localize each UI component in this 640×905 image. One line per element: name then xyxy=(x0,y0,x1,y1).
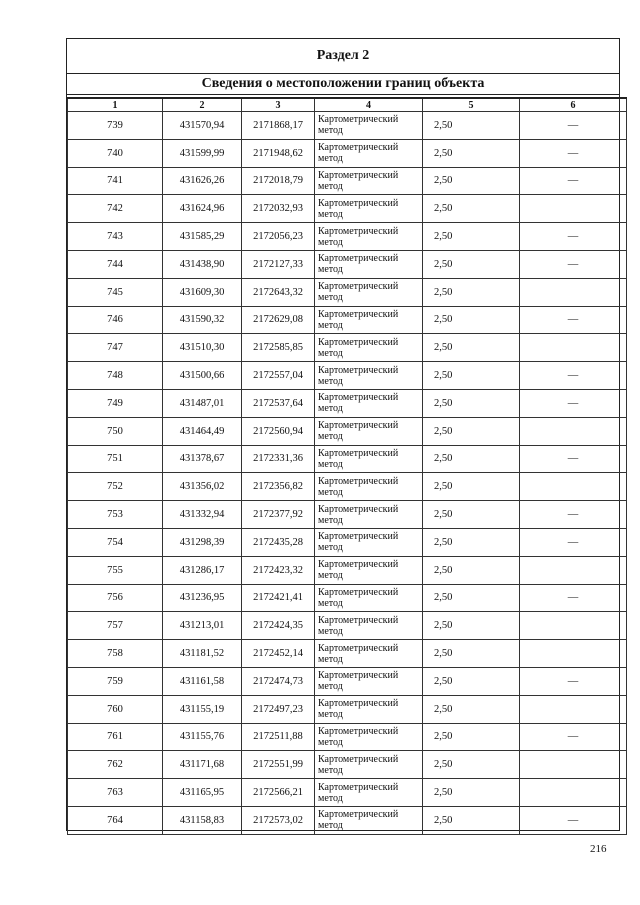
table-row xyxy=(68,806,627,834)
method-cell: Картометрический метод xyxy=(315,751,423,779)
error-cell: 2,50 xyxy=(423,556,520,584)
x-coordinate-cell: 431510,30 xyxy=(163,334,242,362)
point-number-cell: 743 xyxy=(68,223,163,251)
y-coordinate-cell: 2172560,94 xyxy=(242,417,315,445)
description-cell xyxy=(520,751,627,779)
table-row xyxy=(68,223,627,251)
point-number-cell: 740 xyxy=(68,139,163,167)
point-number-cell: 756 xyxy=(68,584,163,612)
table-row xyxy=(68,501,627,529)
method-cell: Картометрический метод xyxy=(315,139,423,167)
point-number-cell: 748 xyxy=(68,362,163,390)
y-coordinate-cell: 2172331,36 xyxy=(242,445,315,473)
column-header-4: 4 xyxy=(315,98,423,112)
y-coordinate-cell: 2172032,93 xyxy=(242,195,315,223)
point-number-cell: 749 xyxy=(68,389,163,417)
y-coordinate-cell: 2172585,85 xyxy=(242,334,315,362)
error-cell: 2,50 xyxy=(423,640,520,668)
x-coordinate-cell: 431590,32 xyxy=(163,306,242,334)
point-number-cell: 763 xyxy=(68,779,163,807)
y-coordinate-cell: 2172377,92 xyxy=(242,501,315,529)
point-number-cell: 742 xyxy=(68,195,163,223)
y-coordinate-cell: 2172557,04 xyxy=(242,362,315,390)
method-cell: Картометрический метод xyxy=(315,306,423,334)
description-cell: — xyxy=(520,584,627,612)
x-coordinate-cell: 431155,76 xyxy=(163,723,242,751)
x-coordinate-cell: 431165,95 xyxy=(163,779,242,807)
x-coordinate-cell: 431438,90 xyxy=(163,250,242,278)
table-row xyxy=(68,278,627,306)
table-row xyxy=(68,334,627,362)
table-row xyxy=(68,195,627,223)
column-header-6: 6 xyxy=(520,98,627,112)
y-coordinate-cell: 2172474,73 xyxy=(242,667,315,695)
y-coordinate-cell: 2172643,32 xyxy=(242,278,315,306)
method-cell: Картометрический метод xyxy=(315,667,423,695)
column-header-1: 1 xyxy=(68,98,163,112)
method-cell: Картометрический метод xyxy=(315,334,423,362)
error-cell: 2,50 xyxy=(423,584,520,612)
point-number-cell: 757 xyxy=(68,612,163,640)
y-coordinate-cell: 2172573,02 xyxy=(242,806,315,834)
description-cell: — xyxy=(520,306,627,334)
method-cell: Картометрический метод xyxy=(315,723,423,751)
error-cell: 2,50 xyxy=(423,278,520,306)
error-cell: 2,50 xyxy=(423,612,520,640)
x-coordinate-cell: 431487,01 xyxy=(163,389,242,417)
y-coordinate-cell: 2172018,79 xyxy=(242,167,315,195)
error-cell: 2,50 xyxy=(423,723,520,751)
error-cell: 2,50 xyxy=(423,167,520,195)
y-coordinate-cell: 2172127,33 xyxy=(242,250,315,278)
method-cell: Картометрический метод xyxy=(315,584,423,612)
subsection-title: Сведения о местоположении границ объекта xyxy=(67,74,619,95)
description-cell: — xyxy=(520,389,627,417)
point-number-cell: 762 xyxy=(68,751,163,779)
section-title: Раздел 2 xyxy=(67,39,619,74)
table-row xyxy=(68,139,627,167)
x-coordinate-cell: 431624,96 xyxy=(163,195,242,223)
method-cell: Картометрический метод xyxy=(315,445,423,473)
point-number-cell: 739 xyxy=(68,112,163,140)
error-cell: 2,50 xyxy=(423,223,520,251)
table-body xyxy=(68,112,627,835)
y-coordinate-cell: 2172537,64 xyxy=(242,389,315,417)
error-cell: 2,50 xyxy=(423,112,520,140)
table-row xyxy=(68,528,627,556)
table-row xyxy=(68,556,627,584)
y-coordinate-cell: 2172452,14 xyxy=(242,640,315,668)
point-number-cell: 746 xyxy=(68,306,163,334)
method-cell: Картометрический метод xyxy=(315,278,423,306)
table-row xyxy=(68,779,627,807)
description-cell: — xyxy=(520,112,627,140)
description-cell xyxy=(520,612,627,640)
description-cell: — xyxy=(520,528,627,556)
y-coordinate-cell: 2172551,99 xyxy=(242,751,315,779)
x-coordinate-cell: 431609,30 xyxy=(163,278,242,306)
boundary-coordinates-table xyxy=(67,97,627,835)
description-cell: — xyxy=(520,806,627,834)
column-header-3: 3 xyxy=(242,98,315,112)
error-cell: 2,50 xyxy=(423,362,520,390)
point-number-cell: 747 xyxy=(68,334,163,362)
x-coordinate-cell: 431500,66 xyxy=(163,362,242,390)
method-cell: Картометрический метод xyxy=(315,640,423,668)
x-coordinate-cell: 431378,67 xyxy=(163,445,242,473)
y-coordinate-cell: 2172511,88 xyxy=(242,723,315,751)
method-cell: Картометрический метод xyxy=(315,501,423,529)
error-cell: 2,50 xyxy=(423,528,520,556)
x-coordinate-cell: 431626,26 xyxy=(163,167,242,195)
method-cell: Картометрический метод xyxy=(315,223,423,251)
point-number-cell: 754 xyxy=(68,528,163,556)
point-number-cell: 744 xyxy=(68,250,163,278)
error-cell: 2,50 xyxy=(423,250,520,278)
column-header-2: 2 xyxy=(163,98,242,112)
description-cell xyxy=(520,278,627,306)
x-coordinate-cell: 431161,58 xyxy=(163,667,242,695)
point-number-cell: 753 xyxy=(68,501,163,529)
table-row xyxy=(68,445,627,473)
error-cell: 2,50 xyxy=(423,695,520,723)
y-coordinate-cell: 2172423,32 xyxy=(242,556,315,584)
page-number: 216 xyxy=(590,843,607,855)
table-row xyxy=(68,306,627,334)
table-row xyxy=(68,695,627,723)
error-cell: 2,50 xyxy=(423,751,520,779)
x-coordinate-cell: 431158,83 xyxy=(163,806,242,834)
method-cell: Картометрический метод xyxy=(315,695,423,723)
table-row xyxy=(68,112,627,140)
y-coordinate-cell: 2172566,21 xyxy=(242,779,315,807)
description-cell: — xyxy=(520,250,627,278)
description-cell: — xyxy=(520,223,627,251)
y-coordinate-cell: 2172424,35 xyxy=(242,612,315,640)
table-row xyxy=(68,751,627,779)
error-cell: 2,50 xyxy=(423,334,520,362)
table-row xyxy=(68,584,627,612)
error-cell: 2,50 xyxy=(423,779,520,807)
table-row xyxy=(68,167,627,195)
method-cell: Картометрический метод xyxy=(315,779,423,807)
x-coordinate-cell: 431155,19 xyxy=(163,695,242,723)
method-cell: Картометрический метод xyxy=(315,167,423,195)
point-number-cell: 751 xyxy=(68,445,163,473)
table-row xyxy=(68,612,627,640)
error-cell: 2,50 xyxy=(423,139,520,167)
y-coordinate-cell: 2172629,08 xyxy=(242,306,315,334)
description-cell xyxy=(520,417,627,445)
document-frame xyxy=(66,38,620,831)
x-coordinate-cell: 431464,49 xyxy=(163,417,242,445)
error-cell: 2,50 xyxy=(423,445,520,473)
point-number-cell: 752 xyxy=(68,473,163,501)
x-coordinate-cell: 431213,01 xyxy=(163,612,242,640)
method-cell: Картометрический метод xyxy=(315,389,423,417)
table-row xyxy=(68,723,627,751)
error-cell: 2,50 xyxy=(423,417,520,445)
method-cell: Картометрический метод xyxy=(315,612,423,640)
description-cell xyxy=(520,695,627,723)
table-row xyxy=(68,417,627,445)
y-coordinate-cell: 2172497,23 xyxy=(242,695,315,723)
y-coordinate-cell: 2172356,82 xyxy=(242,473,315,501)
x-coordinate-cell: 431599,99 xyxy=(163,139,242,167)
description-cell xyxy=(520,779,627,807)
description-cell: — xyxy=(520,667,627,695)
error-cell: 2,50 xyxy=(423,501,520,529)
error-cell: 2,50 xyxy=(423,306,520,334)
description-cell: — xyxy=(520,445,627,473)
method-cell: Картометрический метод xyxy=(315,556,423,584)
point-number-cell: 741 xyxy=(68,167,163,195)
point-number-cell: 758 xyxy=(68,640,163,668)
description-cell xyxy=(520,334,627,362)
x-coordinate-cell: 431585,29 xyxy=(163,223,242,251)
description-cell: — xyxy=(520,167,627,195)
y-coordinate-cell: 2172421,41 xyxy=(242,584,315,612)
point-number-cell: 764 xyxy=(68,806,163,834)
y-coordinate-cell: 2172435,28 xyxy=(242,528,315,556)
x-coordinate-cell: 431332,94 xyxy=(163,501,242,529)
point-number-cell: 750 xyxy=(68,417,163,445)
error-cell: 2,50 xyxy=(423,667,520,695)
method-cell: Картометрический метод xyxy=(315,806,423,834)
error-cell: 2,50 xyxy=(423,473,520,501)
x-coordinate-cell: 431298,39 xyxy=(163,528,242,556)
point-number-cell: 760 xyxy=(68,695,163,723)
method-cell: Картометрический метод xyxy=(315,362,423,390)
description-cell xyxy=(520,640,627,668)
point-number-cell: 755 xyxy=(68,556,163,584)
point-number-cell: 759 xyxy=(68,667,163,695)
x-coordinate-cell: 431236,95 xyxy=(163,584,242,612)
description-cell: — xyxy=(520,362,627,390)
error-cell: 2,50 xyxy=(423,389,520,417)
method-cell: Картометрический метод xyxy=(315,195,423,223)
table-row xyxy=(68,362,627,390)
table-row xyxy=(68,389,627,417)
x-coordinate-cell: 431181,52 xyxy=(163,640,242,668)
point-number-cell: 745 xyxy=(68,278,163,306)
y-coordinate-cell: 2172056,23 xyxy=(242,223,315,251)
column-header-5: 5 xyxy=(423,98,520,112)
table-row xyxy=(68,473,627,501)
y-coordinate-cell: 2171868,17 xyxy=(242,112,315,140)
error-cell: 2,50 xyxy=(423,806,520,834)
method-cell: Картометрический метод xyxy=(315,473,423,501)
x-coordinate-cell: 431570,94 xyxy=(163,112,242,140)
method-cell: Картометрический метод xyxy=(315,250,423,278)
method-cell: Картометрический метод xyxy=(315,417,423,445)
x-coordinate-cell: 431286,17 xyxy=(163,556,242,584)
method-cell: Картометрический метод xyxy=(315,112,423,140)
table-row xyxy=(68,250,627,278)
description-cell: — xyxy=(520,139,627,167)
table-row xyxy=(68,640,627,668)
y-coordinate-cell: 2171948,62 xyxy=(242,139,315,167)
description-cell: — xyxy=(520,723,627,751)
table-row xyxy=(68,667,627,695)
table-header-row xyxy=(68,98,627,112)
description-cell xyxy=(520,556,627,584)
point-number-cell: 761 xyxy=(68,723,163,751)
description-cell xyxy=(520,195,627,223)
description-cell xyxy=(520,473,627,501)
error-cell: 2,50 xyxy=(423,195,520,223)
description-cell: — xyxy=(520,501,627,529)
x-coordinate-cell: 431356,02 xyxy=(163,473,242,501)
method-cell: Картометрический метод xyxy=(315,528,423,556)
x-coordinate-cell: 431171,68 xyxy=(163,751,242,779)
